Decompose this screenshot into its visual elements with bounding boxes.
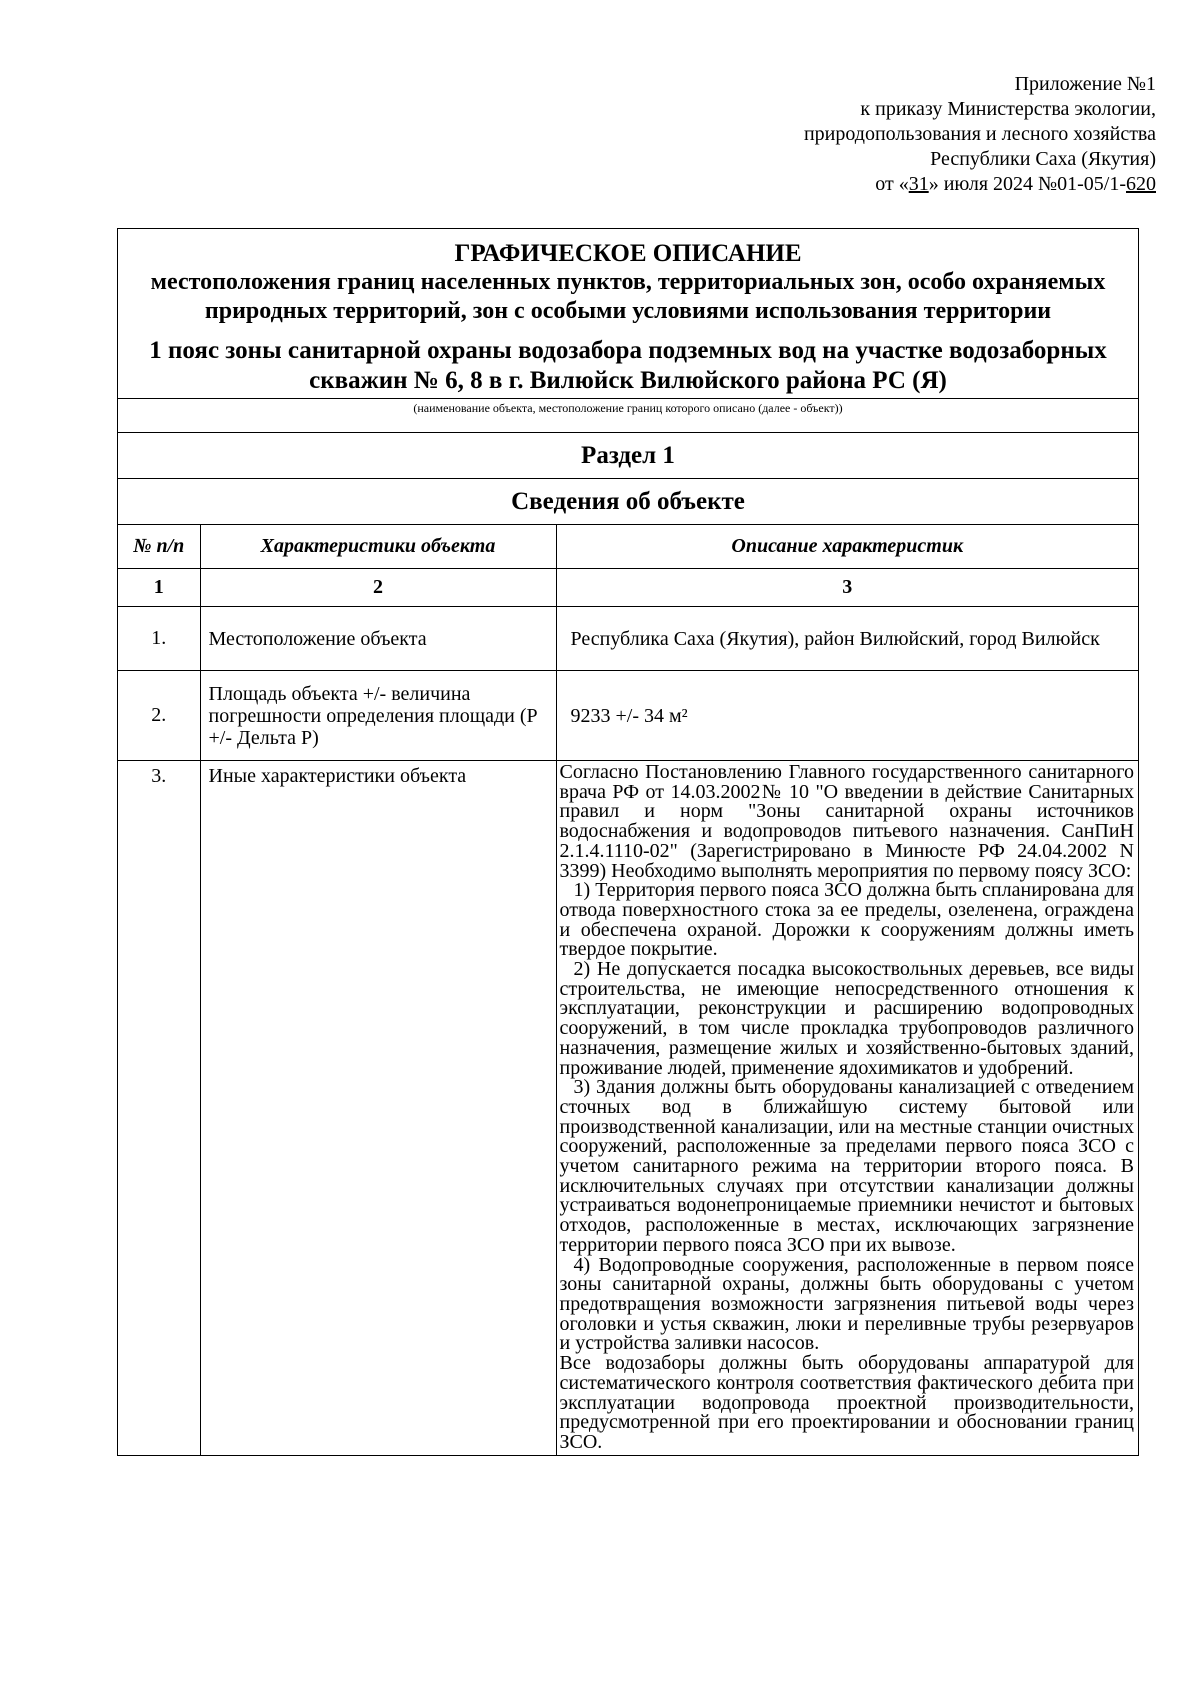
col-number-3: 3 (556, 569, 1138, 607)
description-paragraph: 1) Территория первого пояса ЗСО должна быть спланирована для отвода поверхностного стока за ее пределы, озеленена, ограждена и обеспечена охраной. Дорожки к сооружениям должны иметь твердое покрытие. (559, 879, 1134, 961)
row-description: Республика Саха (Якутия), район Вилюйский, город Вилюйск (556, 607, 1138, 671)
row-characteristic: Иные характеристики объекта (200, 761, 556, 1455)
date-day: 31 (908, 173, 929, 195)
table-row (118, 671, 1138, 761)
date-number: 620 (1126, 173, 1156, 195)
row-number: 3. (118, 761, 200, 1455)
title-block (118, 229, 1138, 398)
description-paragraph: 4) Водопроводные сооружения, расположенные в первом поясе зоны санитарной охраны, должны быть оборудованы с учетом предотвращения возможности загрязнения питьевой воды через оголовки и устья скважин, люки и переливные трубы резервуаров и устройства заливки насосов. (559, 1253, 1134, 1355)
column-number-row (118, 569, 1138, 607)
table-row (118, 607, 1138, 671)
description-paragraph: 3) Здания должны быть оборудованы канализацией с отведением сточных вод в ближайшую систему бытовой или производственной канализации, или на местные станции очистных сооружений, расположенные за пределами первого пояса ЗСО с учетом санитарного режима на территории второго пояса. В исключительных случаях при отсутствии канализации должны устраиваться водонепроницаемые приемники нечистот и бытовых отходов, расположенные в местах, исключающих загрязнение территории первого пояса ЗСО при их вывозе. (559, 1076, 1134, 1256)
description-paragraph: Все водозаборы должны быть оборудованы аппаратурой для систематического контроля соответствия фактического дебита при эксплуатации водопровода проектной производительности, предусмотренной при его проектировании и обосновании границ ЗСО. (559, 1352, 1134, 1453)
row-characteristic: Площадь объекта +/- величина погрешности определения площади (Р +/- Дельта Р) (200, 671, 556, 761)
date-prefix: от « (875, 173, 909, 195)
row-description (556, 761, 1138, 1455)
col-number-1: 1 (118, 569, 200, 607)
document-subtitle: местоположения границ населенных пунктов, территориальных зон, особо охраняемых природных территорий, зон с особыми условиями использования территории (150, 269, 1106, 324)
appendix-header (556, 72, 1156, 197)
description-paragraph: 2) Не допускается посадка высокоствольных деревьев, все виды строительства, не имеющие непосредственного отношения к эксплуатации, реконструкции и расширению водопроводных сооружений, в том числе прокладка трубопроводов различного назначения, размещение жилых и хозяйственно-бытовых зданий, проживание людей, применение ядохимикатов и удобрений. (559, 958, 1134, 1079)
appendix-line3: природопользования и лесного хозяйства (803, 123, 1156, 145)
appendix-date (556, 172, 1156, 197)
row-description: 9233 +/- 34 м² (556, 671, 1138, 761)
row-number: 1. (118, 607, 200, 671)
object-name: 1 пояс зоны санитарной охраны водозабора подземных вод на участке водозаборных скважин № 6, 8 в г. Вилюйск Вилюйского района РС (Я) (149, 337, 1107, 394)
section-heading: Сведения об объекте (118, 478, 1138, 524)
date-middle: » июля 2024 №01-05/1- (928, 173, 1126, 195)
document-title: ГРАФИЧЕСКОЕ ОПИСАНИЕ (454, 240, 802, 267)
row-number: 2. (118, 671, 200, 761)
appendix-line2: к приказу Министерства экологии, (860, 98, 1156, 120)
col-number-2: 2 (200, 569, 556, 607)
appendix-line1: Приложение №1 (1014, 73, 1156, 95)
description-paragraph: Согласно Постановлению Главного государственного санитарного врача РФ от 14.03.2002№ 10 "О введении в действие Санитарных правил и норм "Зоны санитарной охраны источников водоснабжения и водопроводов питьевого назначения. СанПиН 2.1.4.1110-02" (Зарегистрировано в Минюсте РФ 24.04.2002 N 3399) Необходимо выполнять мероприятия по первому поясу ЗСО: (559, 761, 1134, 882)
appendix-line4: Республики Саха (Якутия) (930, 148, 1156, 170)
table-header-row (118, 525, 1138, 569)
row-characteristic: Местоположение объекта (200, 607, 556, 671)
object-info-table (118, 524, 1138, 1455)
header-characteristic: Характеристики объекта (200, 525, 556, 569)
section-label: Раздел 1 (118, 432, 1138, 478)
header-description: Описание характеристик (556, 525, 1138, 569)
header-number: № п/п (118, 525, 200, 569)
table-row (118, 761, 1138, 1455)
document-frame (117, 228, 1139, 1456)
object-name-caption: (наименование объекта, местоположение границ которого описано (далее - объект)) (118, 398, 1138, 432)
